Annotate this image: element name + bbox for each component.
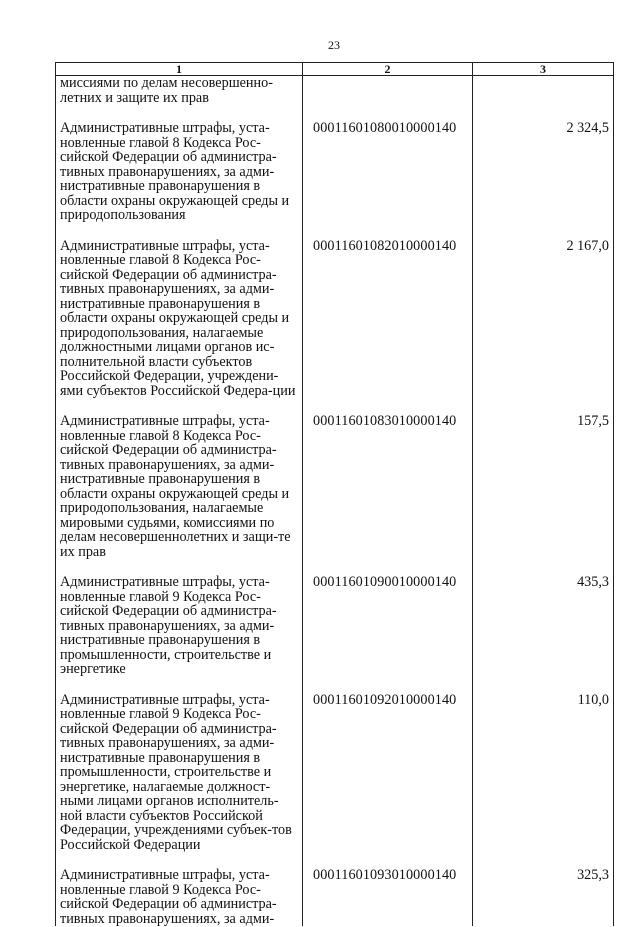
header-column-2: 2 [303,63,473,76]
table-row [56,76,614,106]
row-spacer [56,852,614,868]
row-name: Административные штрафы, уста-новленные главой 9 Кодекса Рос-сийской Федерации об администра-тивных правонарушениях, за адми- [56,868,303,926]
table-body [56,76,614,927]
row-spacer [56,559,614,575]
row-spacer [56,398,614,414]
row-name: Административные штрафы, уста-новленные главой 8 Кодекса Рос-сийской Федерации об администра-тивных правонарушениях, за адми-нистративные правонарушения в области охраны окружающей среды и природопользования [56,121,303,223]
row-name: Административные штрафы, уста-новленные главой 9 Кодекса Рос-сийской Федерации об администра-тивных правонарушениях, за адми-нистративные правонарушения в промышленности, строительстве и энергетике, налагаемые должност-ными лицами органов исполнитель-ной власти субъектов Российской Федерации, учреждениями субъек-тов Российской Федерации [56,693,303,853]
table-header [56,63,614,76]
row-value: 157,5 [473,414,614,559]
row-spacer [56,677,614,693]
row-value: 2 324,5 [473,121,614,223]
row-value: 325,3 [473,868,614,926]
row-name: Административные штрафы, уста-новленные главой 9 Кодекса Рос-сийской Федерации об администра-тивных правонарушениях, за адми-нистративные правонарушения в промышленности, строительстве и энергетике [56,575,303,677]
row-code: 00011601082010000140 [303,239,473,399]
table-row [56,575,614,677]
row-code: 00011601092010000140 [303,693,473,853]
row-value: 110,0 [473,693,614,853]
row-spacer [56,223,614,239]
header-column-3: 3 [473,63,614,76]
table-row [56,868,614,926]
row-name: миссиями по делам несовершенно-летних и защите их прав [56,76,303,106]
table-row [56,239,614,399]
budget-table [55,62,614,926]
row-value: 435,3 [473,575,614,677]
row-code [303,76,473,106]
table-row [56,414,614,559]
header-row [56,63,614,76]
page-number: 23 [328,38,340,52]
header-column-1: 1 [56,63,303,76]
table-row [56,693,614,853]
row-value: 2 167,0 [473,239,614,399]
row-code: 00011601083010000140 [303,414,473,559]
row-spacer [56,105,614,121]
row-name: Административные штрафы, уста-новленные главой 8 Кодекса Рос-сийской Федерации об администра-тивных правонарушениях, за адми-нистративные правонарушения в области охраны окружающей среды и природопользования, налагаемые должностными лицами органов ис-полнительной власти субъектов Российской Федерации, учреждени-ями субъектов Российской Федера-ции [56,239,303,399]
row-code: 00011601080010000140 [303,121,473,223]
row-code: 00011601093010000140 [303,868,473,926]
table-row [56,121,614,223]
row-name: Административные штрафы, уста-новленные главой 8 Кодекса Рос-сийской Федерации об администра-тивных правонарушениях, за адми-нистративные правонарушения в области охраны окружающей среды и природопользования, налагаемые мировыми судьями, комиссиями по делам несовершеннолетних и защи-те их прав [56,414,303,559]
row-value [473,76,614,106]
row-code: 00011601090010000140 [303,575,473,677]
